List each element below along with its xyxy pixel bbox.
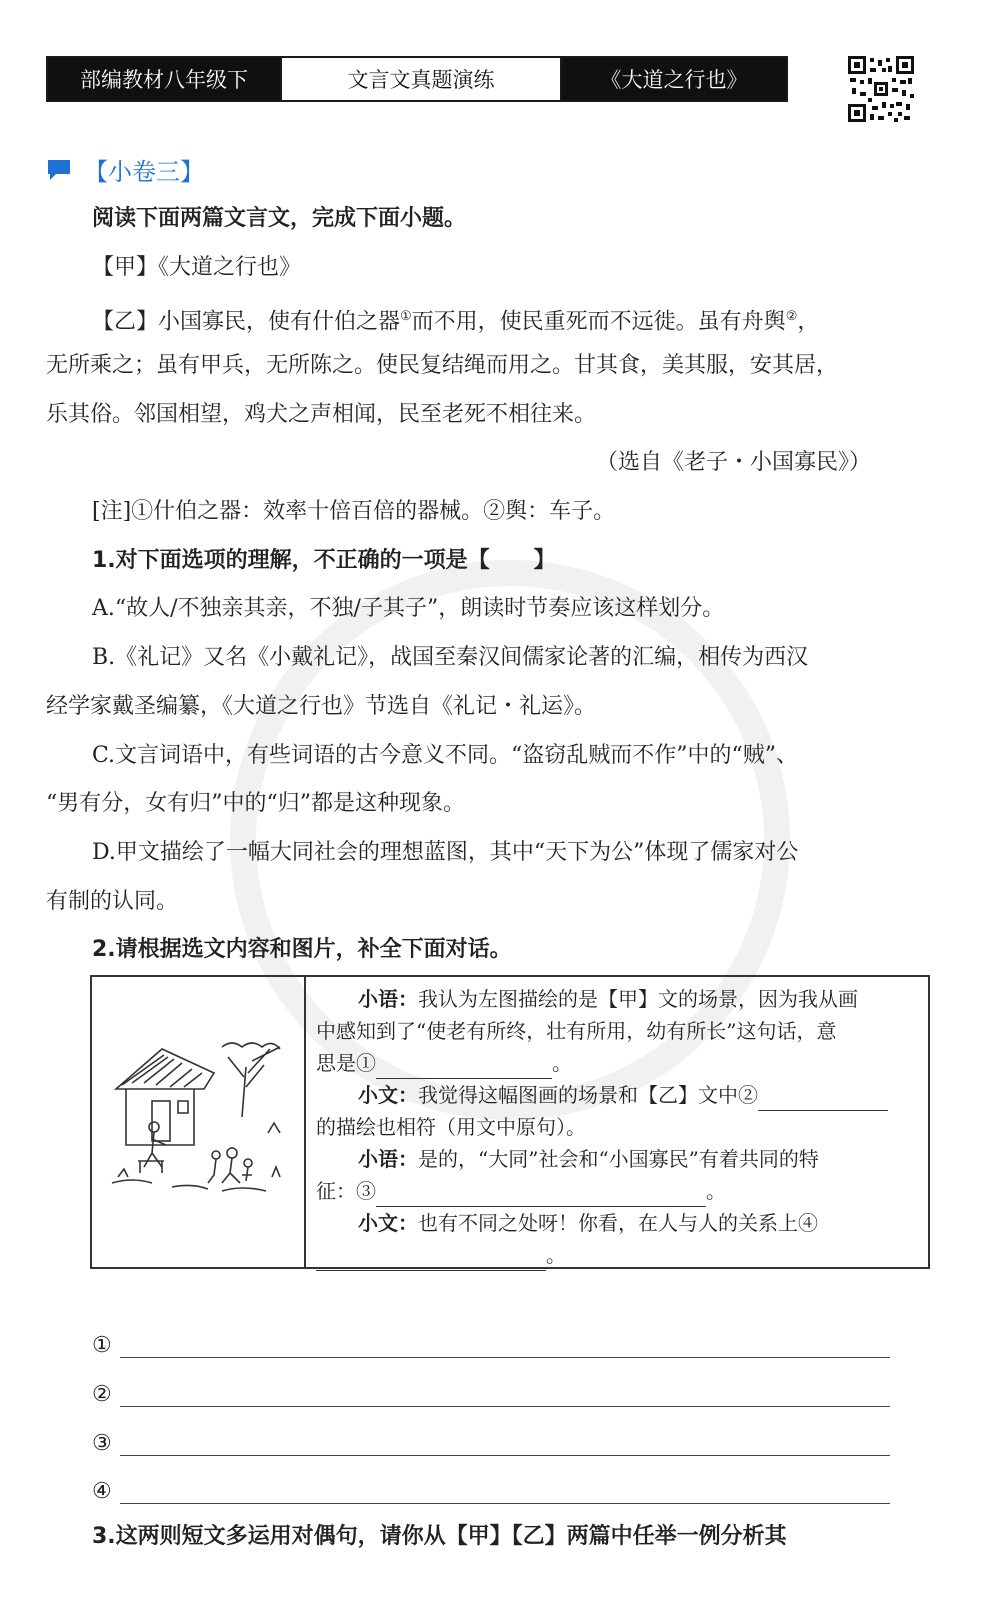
footnote-mark: ① bbox=[400, 309, 412, 324]
dialogue-line-1c bbox=[316, 1047, 916, 1079]
punctuation: 。 bbox=[706, 1179, 726, 1203]
blank-4[interactable] bbox=[316, 1248, 546, 1271]
answer-line[interactable] bbox=[120, 1485, 890, 1504]
question-1-option-d-line-2: 有制的认同。 bbox=[46, 889, 179, 914]
dialogue-text: 思是① bbox=[316, 1051, 376, 1075]
speaker-label: 小文： bbox=[358, 1211, 418, 1235]
blank-3[interactable] bbox=[376, 1184, 706, 1207]
speaker-label: 小文： bbox=[358, 1083, 418, 1107]
dialogue-text: 是的，“大同”社会和“小国寡民”有着共同的特 bbox=[418, 1147, 819, 1171]
dialogue-table bbox=[90, 975, 930, 1269]
dialogue-line-2 bbox=[316, 1079, 916, 1111]
question-3-stem: 3.这两则短文多运用对偶句，请你从【甲】【乙】两篇中任举一例分析其 bbox=[92, 1524, 787, 1549]
text-yi-line-1 bbox=[92, 302, 819, 337]
question-1-option-c-line-1: C.文言词语中，有些词语的古今意义不同。“盗窃乱贼而不作”中的“贼”、 bbox=[92, 743, 799, 768]
text-yi-part: 而不用，使民重死而不远徙。虽有舟舆 bbox=[411, 309, 786, 335]
answer-label: ③ bbox=[92, 1431, 112, 1456]
question-1-option-c-line-2: “男有分，女有归”中的“归”都是这种现象。 bbox=[46, 791, 465, 816]
text-jia-title: 【甲】《大道之行也》 bbox=[92, 255, 302, 280]
dialogue-text: 我认为左图描绘的是【甲】文的场景，因为我从画 bbox=[418, 987, 858, 1011]
answer-row-4[interactable] bbox=[92, 1472, 890, 1504]
answer-label: ② bbox=[92, 1382, 112, 1407]
dialogue-cell bbox=[316, 983, 916, 1271]
text-yi-line-2: 无所乘之；虽有甲兵，无所陈之。使民复结绳而用之。甘其食，美其服，安其居， bbox=[46, 353, 839, 378]
section-title: 【小卷三】 bbox=[84, 158, 204, 186]
dialogue-line-1 bbox=[316, 983, 916, 1015]
answer-row-3[interactable] bbox=[92, 1424, 890, 1456]
dialogue-line-3b bbox=[316, 1175, 916, 1207]
question-1-option-a: A.“故人/不独亲其亲，不独/子其子”，朗读时节奏应该这样划分。 bbox=[92, 596, 725, 621]
blank-1[interactable] bbox=[376, 1056, 552, 1079]
text-yi-source: （选自《老子・小国寡民》） bbox=[596, 450, 872, 475]
dialogue-line-3 bbox=[316, 1143, 916, 1175]
answer-line[interactable] bbox=[120, 1388, 890, 1407]
text-yi-line-3: 乐其俗。邻国相望，鸡犬之声相闻，民至老死不相往来。 bbox=[46, 402, 597, 427]
dialogue-text: 我觉得这幅图画的场景和【乙】文中② bbox=[418, 1083, 758, 1107]
dialogue-line-4b bbox=[316, 1239, 916, 1271]
text-yi-part: 【乙】小国寡民，使有什伯之器 bbox=[92, 309, 401, 335]
question-1-option-d-line-1: D.甲文描绘了一幅大同社会的理想蓝图，其中“天下为公”体现了儒家对公 bbox=[92, 840, 799, 865]
hut-illustration-icon bbox=[92, 977, 302, 1267]
answer-line[interactable] bbox=[120, 1437, 890, 1456]
header-bar bbox=[46, 56, 788, 102]
header-category: 文言文真题演练 bbox=[280, 58, 562, 100]
instruction: 阅读下面两篇文言文，完成下面小题。 bbox=[92, 206, 467, 231]
dialogue-text: 征：③ bbox=[316, 1179, 376, 1203]
question-2-stem: 2.请根据选文内容和图片，补全下面对话。 bbox=[92, 937, 512, 962]
dialogue-line-4 bbox=[316, 1207, 916, 1239]
qr-code-icon bbox=[848, 56, 914, 122]
section-heading bbox=[46, 152, 204, 187]
punctuation: 。 bbox=[552, 1051, 572, 1075]
answer-label: ④ bbox=[92, 1479, 112, 1504]
question-1-stem: 1.对下面选项的理解，不正确的一项是【 】 bbox=[92, 548, 556, 573]
answer-label: ① bbox=[92, 1333, 112, 1358]
dialogue-line-2b: 的描绘也相符（用文中原句）。 bbox=[316, 1115, 586, 1139]
punctuation: 。 bbox=[546, 1243, 566, 1267]
question-1-option-b-line-2: 经学家戴圣编纂，《大道之行也》节选自《礼记・礼运》。 bbox=[46, 694, 597, 719]
dialogue-line-1b: 中感知到了“使老有所终，壮有所用，幼有所长”这句话，意 bbox=[316, 1019, 837, 1043]
dialogue-text: 也有不同之处呀！你看，在人与人的关系上④ bbox=[418, 1211, 818, 1235]
blank-2[interactable] bbox=[758, 1088, 888, 1111]
answer-row-2[interactable] bbox=[92, 1375, 890, 1407]
illustration-cell bbox=[92, 977, 306, 1267]
speech-bubble-icon bbox=[46, 158, 74, 182]
footnote-mark: ② bbox=[785, 309, 798, 324]
speaker-label: 小语： bbox=[358, 1147, 418, 1171]
header-lesson: 《大道之行也》 bbox=[562, 58, 786, 100]
question-1-option-b-line-1: B.《礼记》又名《小戴礼记》，战国至秦汉间儒家论著的汇编，相传为西汉 bbox=[92, 645, 809, 670]
header-textbook: 部编教材八年级下 bbox=[48, 58, 280, 100]
answer-row-1[interactable] bbox=[92, 1326, 890, 1358]
annotation-note: [注]①什伯之器：效率十倍百倍的器械。②舆：车子。 bbox=[92, 499, 616, 524]
answer-line[interactable] bbox=[120, 1339, 890, 1358]
text-yi-part: ， bbox=[797, 309, 820, 335]
speaker-label: 小语： bbox=[358, 987, 418, 1011]
